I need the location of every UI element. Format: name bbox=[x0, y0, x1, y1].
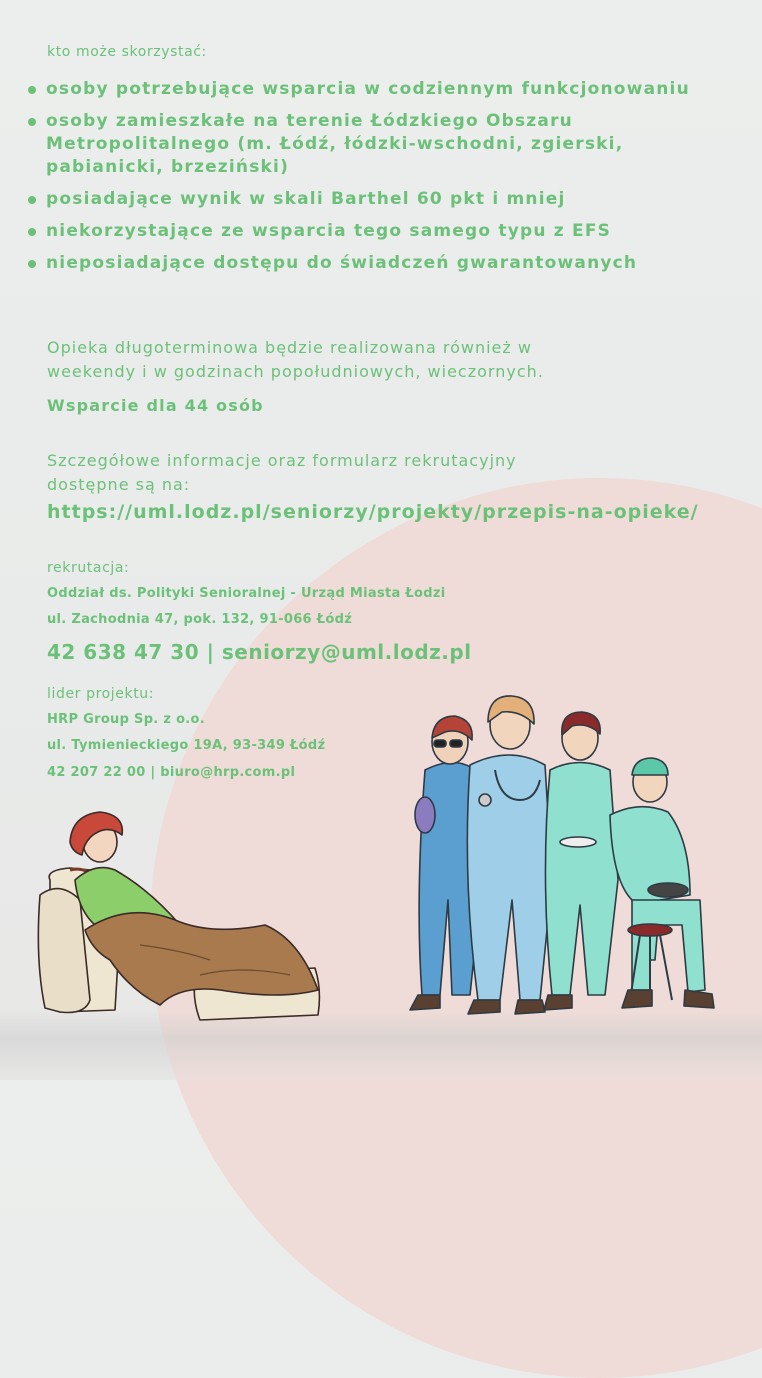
care-text-line1: Opieka długoterminowa będzie realizowana również w bbox=[47, 338, 532, 357]
eligibility-item: niekorzystające ze wsparcia tego samego typu z EFS bbox=[28, 220, 690, 243]
care-text-line2: weekendy i w godzinach popołudniowych, wieczornych. bbox=[47, 362, 544, 381]
recruitment-office: Oddział ds. Polityki Senioralnej - Urząd Miasta Łodzi bbox=[47, 586, 446, 601]
info-text-line2: dostępne są na: bbox=[47, 475, 191, 494]
eligibility-item: posiadające wynik w skali Barthel 60 pkt i mniej bbox=[28, 188, 690, 211]
eligibility-heading: kto może skorzystać: bbox=[47, 44, 207, 60]
eligibility-item: osoby zamieszkałe na terenie Łódzkiego Obszaru Metropolitalnego (m. Łódź, łódzki-wschodni, zgierski, pabianicki, brzeziński) bbox=[28, 110, 690, 179]
medical-team-illustration bbox=[410, 696, 714, 1014]
support-count: Wsparcie dla 44 osób bbox=[47, 396, 264, 415]
leader-company: HRP Group Sp. z o.o. bbox=[47, 712, 206, 727]
doctor-figure bbox=[467, 696, 552, 1014]
recruitment-address: ul. Zachodnia 47, pok. 132, 91-066 Łódź bbox=[47, 612, 353, 627]
recruitment-contact[interactable]: 42 638 47 30 | seniorzy@uml.lodz.pl bbox=[47, 640, 472, 664]
eligibility-item: osoby potrzebujące wsparcia w codziennym funkcjonowaniu bbox=[28, 78, 690, 101]
seated-nurse-figure bbox=[610, 758, 714, 1008]
leader-address: ul. Tymienieckiego 19A, 93-349 Łódź bbox=[47, 738, 326, 753]
leader-heading: lider projektu: bbox=[47, 686, 155, 702]
info-text-line1: Szczegółowe informacje oraz formularz rekrutacyjny bbox=[47, 451, 517, 470]
project-url-link[interactable]: https://uml.lodz.pl/seniorzy/projekty/przepis-na-opieke/ bbox=[47, 501, 699, 523]
leader-contact[interactable]: 42 207 22 00 | biuro@hrp.com.pl bbox=[47, 765, 296, 780]
nurse-figure bbox=[544, 712, 618, 1010]
recruitment-heading: rekrutacja: bbox=[47, 560, 130, 576]
eligibility-item: nieposiadające dostępu do świadczeń gwarantowanych bbox=[28, 252, 690, 275]
patient-in-armchair-illustration bbox=[38, 812, 319, 1020]
